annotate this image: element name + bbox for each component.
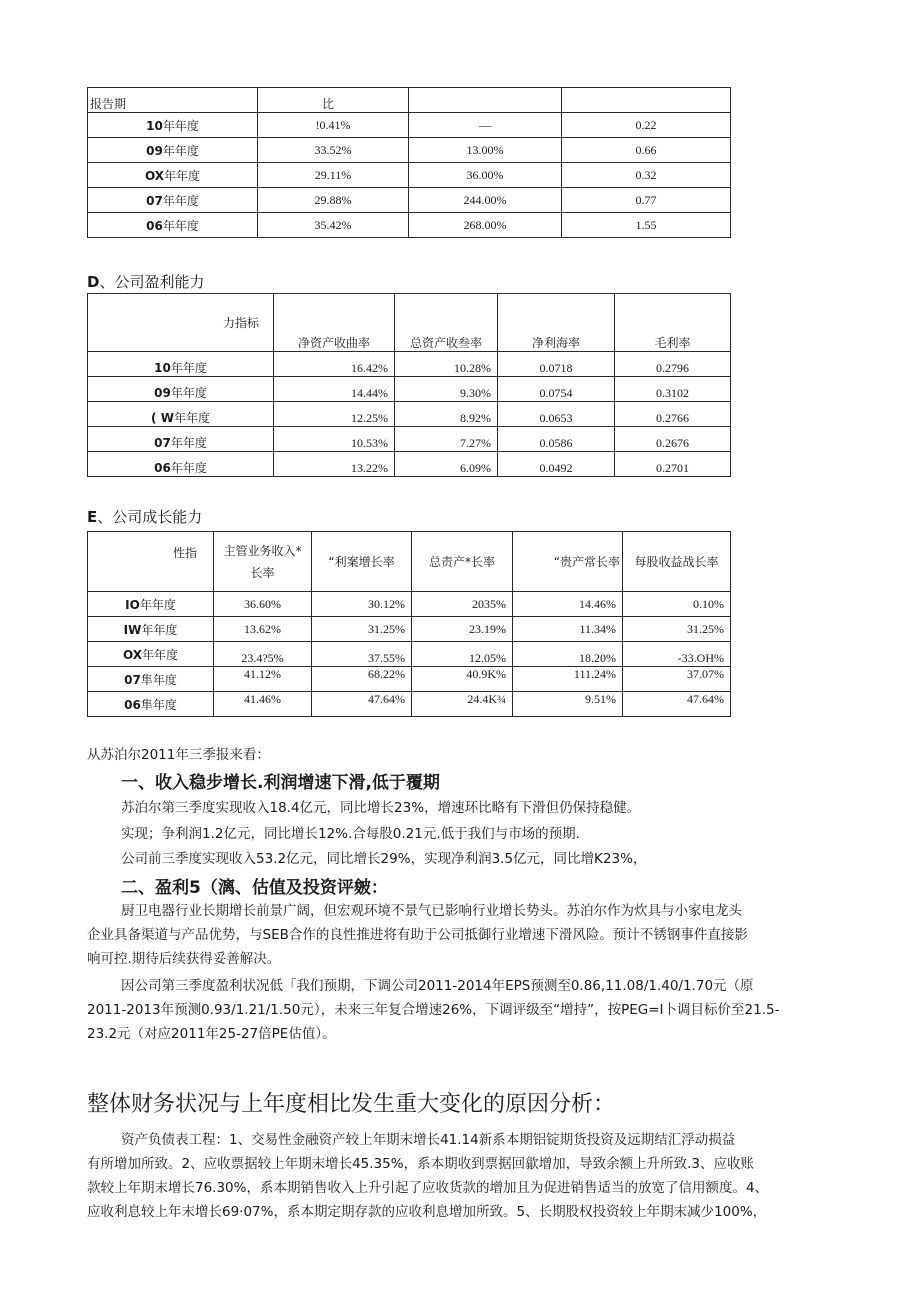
cell-value: 0.66 [562, 138, 731, 163]
table-row [88, 617, 731, 642]
table-header-row [88, 532, 731, 592]
cell-value: 33.52% [258, 138, 409, 163]
table-row [88, 642, 731, 667]
cell-value: 268.00% [409, 213, 562, 238]
row-label: 06年年度 [88, 452, 274, 477]
cell-value: 1.55 [562, 213, 731, 238]
cell-value: 35.42% [258, 213, 409, 238]
table-header-row [88, 294, 731, 352]
header-gross-margin: 毛利率 [615, 294, 731, 352]
cell-value: 37.07% [623, 667, 731, 692]
paragraph-balance-line-4: 应收利息较上年末增长69·07%，系本期定期存款的应收利息增加所致。5、长期股权投资较上年期末减少100%， [87, 1204, 767, 1220]
cell-value: 18.20% [513, 642, 623, 667]
cell-value: 29.11% [258, 163, 409, 188]
paragraph-forecast-line-3: 23.2元（对应2011年25-27倍PE估值）。 [87, 1026, 336, 1042]
header-report-period: 报告期 [88, 88, 258, 113]
cell-value: 9.51% [513, 692, 623, 717]
cell-value: 0.10% [623, 592, 731, 617]
cell-value: 8.92% [395, 402, 498, 427]
cell-value: 0.2796 [615, 352, 731, 377]
cell-value: 41.12% [214, 667, 312, 692]
cell-value: 14.46% [513, 592, 623, 617]
header-roa: 总资产收叁率 [395, 294, 498, 352]
paragraph-forecast-line-1: 因公司第三季度盈利状况低「我们预期，下调公司2011-2014年EPS预测至0.86,11.08/1.40/1.70元（原 [121, 978, 754, 994]
cell-value: 31.25% [623, 617, 731, 642]
cell-value: 6.09% [395, 452, 498, 477]
row-label: 07隼年度 [88, 667, 214, 692]
header-eps-growth: 每股收益战长率 [623, 532, 731, 592]
cell-value: 14.44% [274, 377, 395, 402]
cell-value: 9.30% [395, 377, 498, 402]
header-indicator: 性指 [88, 532, 214, 592]
row-label: IW年年度 [88, 617, 214, 642]
paragraph-balance-line-1: 资产负债表工程：1、交易性金融资产较上年期末增长41.14新系本期铝锭期货投资及远期结汇浮动损益 [121, 1132, 736, 1148]
header-roe: 净资产收曲率 [274, 294, 395, 352]
cell-value: 23.19% [412, 617, 513, 642]
paragraph-balance-line-3: 款较上年期末增长76.30%，系本期销售收入上升引起了应收货款的增加且为促进销售适当的放宽了信用额度。4、 [87, 1180, 769, 1196]
cell-value: — [409, 113, 562, 138]
cell-value: 0.0653 [498, 402, 615, 427]
cell-value: 0.3102 [615, 377, 731, 402]
header-revenue-growth: 主管业务收入* 长率 [214, 532, 312, 592]
cell-value: 40.9K% [412, 667, 513, 692]
row-label: OX年年度 [88, 163, 258, 188]
paragraph-balance-line-2: 有所增加所致。2、应收票据较上年期末增长45.35%，系本期收到票据回歙增加，导致余额上升所致.3、应收账 [87, 1156, 754, 1172]
cell-value: 0.0718 [498, 352, 615, 377]
section-title-profitability: D、公司盈利能力 [87, 273, 205, 291]
cell-value: 47.64% [312, 692, 412, 717]
cell-value: 37.55% [312, 642, 412, 667]
table-row [88, 592, 731, 617]
header-net-margin: 净利海率 [498, 294, 615, 352]
paragraph-q3-revenue: 苏泊尔第三季度实现收入18.4亿元，同比增长23%，增速环比略有下滑但仍保持稳健。 [121, 800, 641, 816]
cell-value: 0.2701 [615, 452, 731, 477]
cell-value: -33.OH% [623, 642, 731, 667]
table-row [88, 377, 731, 402]
cell-value: 0.2676 [615, 427, 731, 452]
cell-value: 0.22 [562, 113, 731, 138]
row-label: OX年年度 [88, 642, 214, 667]
table-row [88, 352, 731, 377]
cell-value: 16.42% [274, 352, 395, 377]
row-label: 10年年度 [88, 113, 258, 138]
table-row [88, 188, 731, 213]
table-header-row [88, 88, 731, 113]
cell-value: 111.24% [513, 667, 623, 692]
header-asset-growth: 总责产*长率 [412, 532, 513, 592]
paragraph-net-profit: 实现；争利润1.2亿元，同比增长12%.合每股0.21元.低于我们与市场的预期. [121, 826, 580, 842]
header-empty-1 [409, 88, 562, 113]
cell-value: 13.00% [409, 138, 562, 163]
cell-value: 0.32 [562, 163, 731, 188]
table-profitability [87, 293, 731, 477]
table-row [88, 402, 731, 427]
table-row [88, 452, 731, 477]
paragraph-forecast-line-2: 2011-2013年预测0.93/1.21/1.50元），未来三年复合增速26%，下调评级至“增持”，按PEG=I卜调目标价至21.5- [87, 1002, 780, 1018]
header-ratio: 比 [258, 88, 409, 113]
table-row [88, 113, 731, 138]
table-row [88, 213, 731, 238]
cell-value: 29.88% [258, 188, 409, 213]
cell-value: 41.46% [214, 692, 312, 717]
cell-value: 12.25% [274, 402, 395, 427]
cell-value: 11.34% [513, 617, 623, 642]
table-row [88, 138, 731, 163]
cell-value: 0.0754 [498, 377, 615, 402]
row-label: 09年年度 [88, 377, 274, 402]
cell-value: 0.0492 [498, 452, 615, 477]
cell-value: 2035% [412, 592, 513, 617]
table-row [88, 692, 731, 717]
table-row [88, 427, 731, 452]
row-label: 09年年度 [88, 138, 258, 163]
header-equity-growth: “贵产常长率 [513, 532, 623, 592]
cell-value: 24.4K¾ [412, 692, 513, 717]
cell-value: 31.25% [312, 617, 412, 642]
cell-value: 0.2766 [615, 402, 731, 427]
row-label: 07年年度 [88, 188, 258, 213]
row-label: 06隼年度 [88, 692, 214, 717]
cell-value: 36.00% [409, 163, 562, 188]
cell-value: 244.00% [409, 188, 562, 213]
table-growth [87, 531, 731, 717]
paragraph-outlook-line-2: 企业具备渠道与产品优势，与SEB合作的良性推进将有助于公司抵御行业增速下滑风险。预计不锈钢事件直接影 [87, 927, 748, 943]
cell-value: 13.22% [274, 452, 395, 477]
heading-valuation: 二、盈利5（漓、估值及投资评皴： [121, 878, 388, 898]
row-label: IO年年度 [88, 592, 214, 617]
paragraph-ytd-revenue: 公司前三季度实现收入53.2亿元，同比增长29%，实现净利润3.5亿元，同比增K23%， [121, 851, 647, 867]
heading-revenue-growth: 一、收入稳步增长.利润增速下滑,低于覆期 [121, 773, 440, 793]
cell-value: 47.64% [623, 692, 731, 717]
row-label: 10年年度 [88, 352, 274, 377]
cell-value: 12.05% [412, 642, 513, 667]
header-indicator: 力指标 [88, 294, 274, 352]
cell-value: 10.53% [274, 427, 395, 452]
cell-value: 68.22% [312, 667, 412, 692]
cell-value: 13.62% [214, 617, 312, 642]
cell-value: !0.41% [258, 113, 409, 138]
cell-value: 0.77 [562, 188, 731, 213]
header-profit-growth: “利案增长率 [312, 532, 412, 592]
heading-financial-analysis: 整体财务状况与上年度相比发生重大变化的原因分析： [87, 1092, 616, 1117]
cell-value: 10.28% [395, 352, 498, 377]
section-title-growth: E、公司成长能力 [87, 508, 203, 526]
cell-value: 23.4?5% [214, 642, 312, 667]
cell-value: 0.0586 [498, 427, 615, 452]
table-row [88, 163, 731, 188]
header-empty-2 [562, 88, 731, 113]
row-label: ( W年年度 [88, 402, 274, 427]
row-label: 07年年度 [88, 427, 274, 452]
cell-value: 7.27% [395, 427, 498, 452]
table-per-share [87, 87, 731, 238]
row-label: 06年年度 [88, 213, 258, 238]
cell-value: 36.60% [214, 592, 312, 617]
intro-text: 从苏泊尔2011年三季报来看： [87, 747, 270, 763]
paragraph-outlook-line-3: 响可控.期待后续获得妥善解决。 [87, 951, 281, 967]
cell-value: 30.12% [312, 592, 412, 617]
paragraph-outlook-line-1: 厨卫电器行业长期增长前景广阔，但宏观环境不景气已影响行业增长势头。苏泊尔作为炊具与小家电龙头 [121, 903, 742, 919]
table-row [88, 667, 731, 692]
